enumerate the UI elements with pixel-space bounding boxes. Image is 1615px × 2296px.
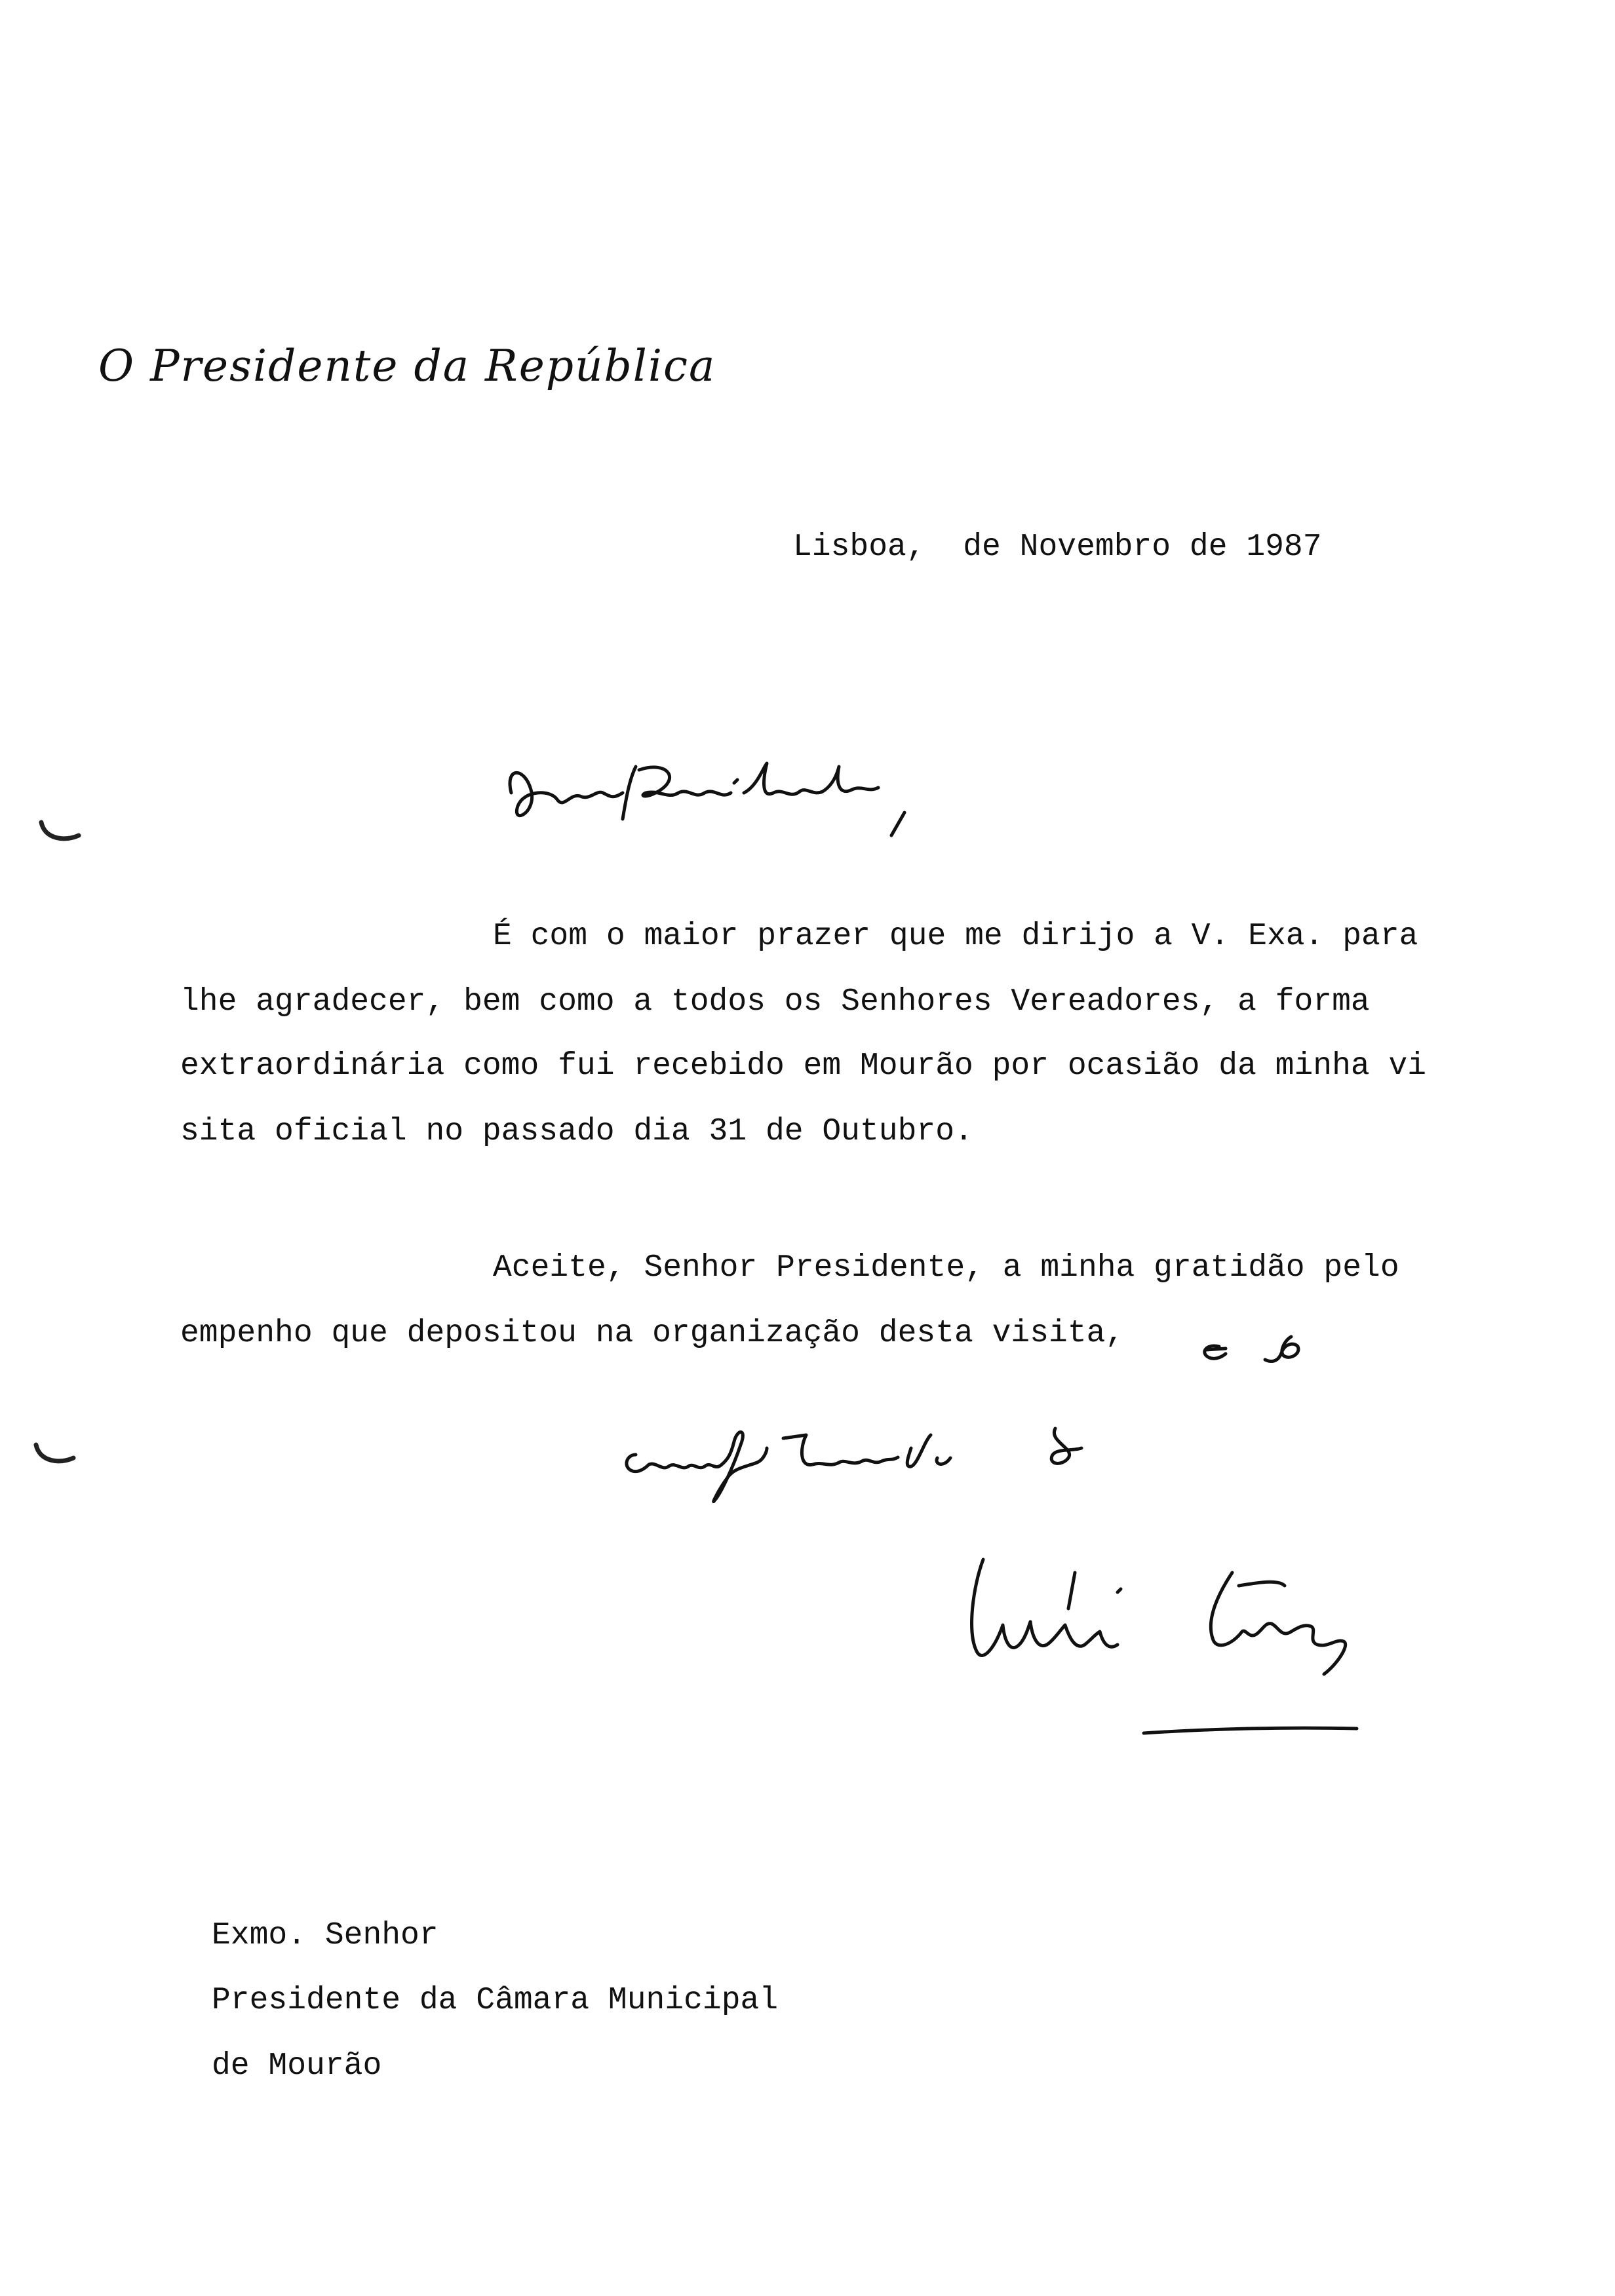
paragraph-1-line-3: extraordinária como fui recebido em Mourão por ocasião da minha vi [180,1048,1427,1084]
letter-body [180,919,1491,1351]
signature [957,1546,1376,1736]
address-line-1: Exmo. Senhor [212,1918,438,1953]
handwritten-salutation [498,727,944,852]
address-line-2: Presidente da Câmara Municipal [212,1983,779,2018]
paragraph-2-line-2: empenho que depositou na organização desta visita, [180,1316,1125,1351]
punch-hole-mark-top [38,819,84,852]
paragraph-1-line-4: sita oficial no passado dia 31 de Outubro. [180,1114,973,1149]
punch-hole-mark-bottom [33,1442,79,1474]
date-line: Lisboa, de Novembro de 1987 [793,529,1322,565]
paragraph-1-line-1: É com o maior prazer que me dirijo a V. Exa. para [493,919,1418,954]
paragraph-1-line-2: lhe agradecer, bem como a todos os Senhores Vereadores, a forma [180,984,1370,1020]
paragraph-2-line-1: Aceite, Senhor Presidente, a minha gratidão pelo [493,1250,1399,1286]
address-line-3: de Mourão [212,2048,382,2084]
handwritten-closing [616,1415,1101,1514]
handwritten-addition [1193,1324,1324,1376]
letterhead: O Presidente da República [98,341,716,391]
